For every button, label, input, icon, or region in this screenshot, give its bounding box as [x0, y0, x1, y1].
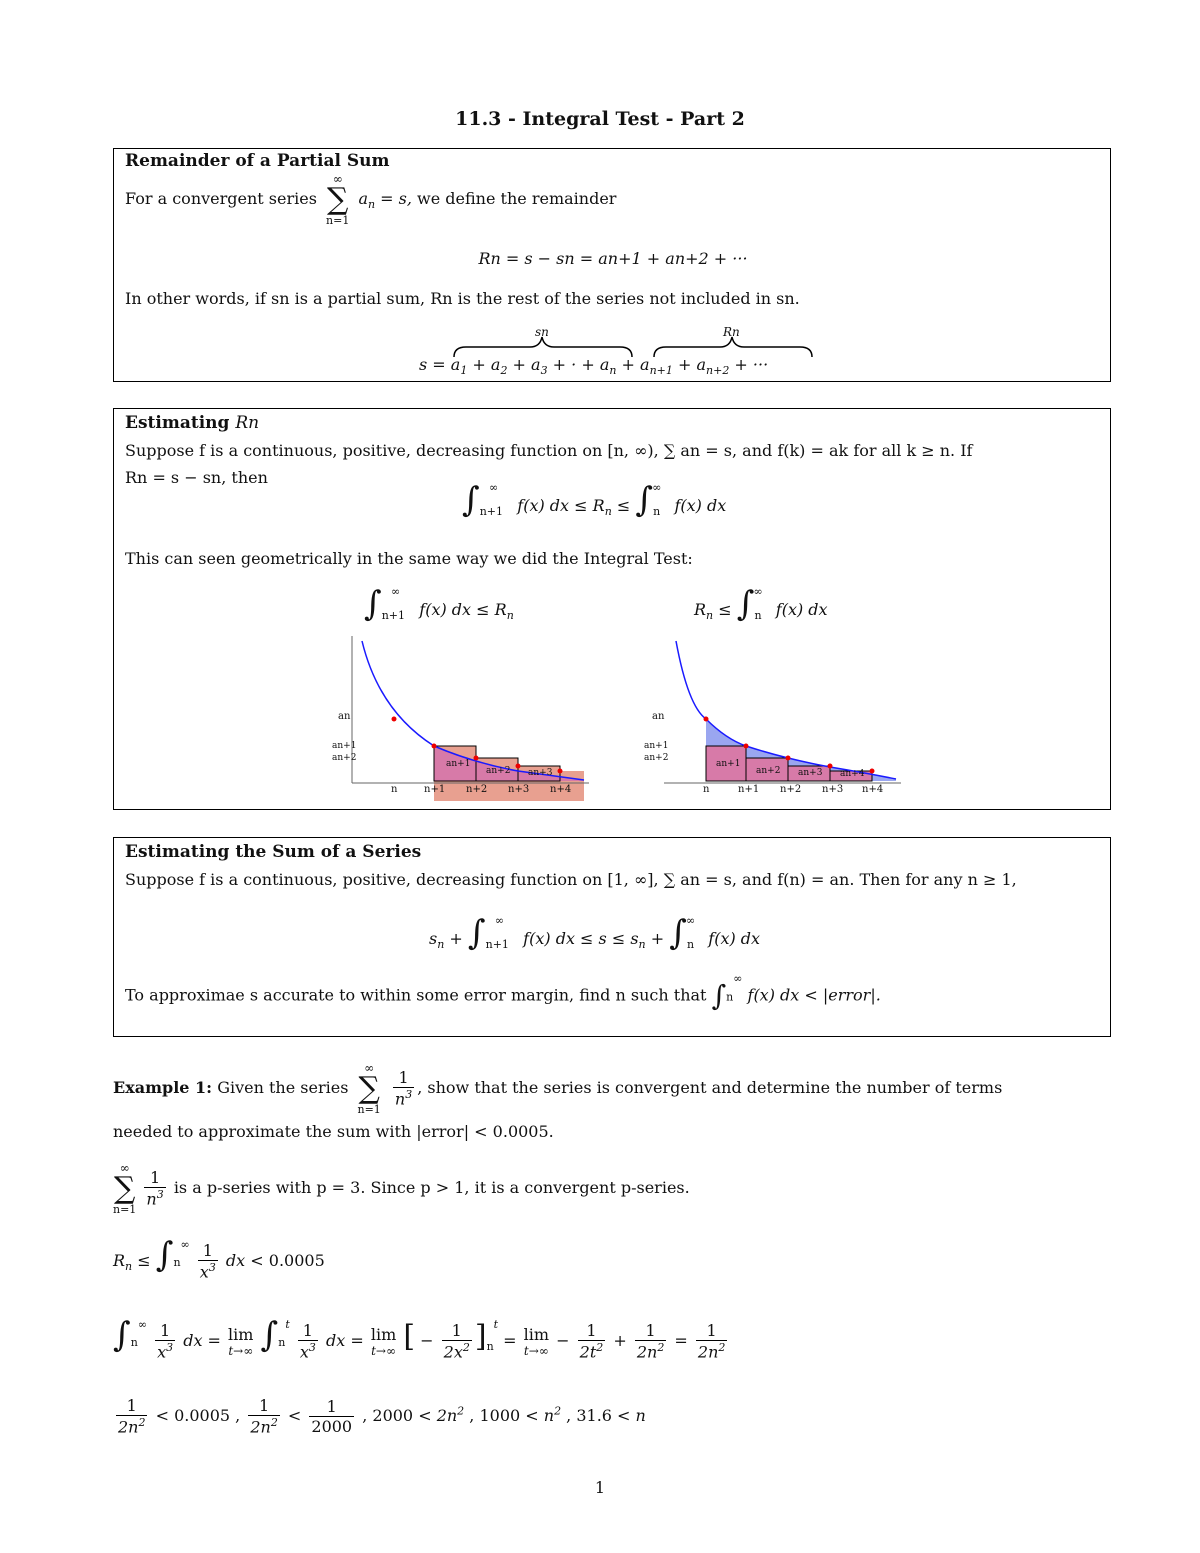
sum-bound-formula: $s_n + \int_{n+1}^\infty$ f(x) dx ≤ $s \le s_n + \int_n^\infty$ f(x) dx: [429, 913, 761, 953]
integral-evaluation: ∫n∞ $\frac{1}{x^3}$ dx = lim t→∞ $\int n^t$ $\frac{1}{x^3}$ dx = lim t→∞ [ − $\frac{1}{2x^2}$ ]$_n^t$ = lim t→∞ − $\frac{1}{2t^2}$ + $\frac{1}{2n^2}$ = $\frac{1}{2n^2}$: [113, 1315, 726, 1362]
brace-left-label: sn: [535, 325, 549, 339]
estimating-rn-heading-text: Estimating: [125, 413, 230, 433]
point-an1: [432, 744, 437, 749]
right-x-label-n2: n+2: [780, 784, 802, 795]
remainder-line1: For a convergent series ∞ ∑ n=1 $a_n = s$, we define the remainder: [125, 172, 617, 227]
right-graph-caption: $R_n \le \int_n^\infty$ f(x) dx: [694, 584, 828, 624]
example-text2: needed to approximate the sum with |error| < 0.0005.: [113, 1122, 554, 1141]
example-label: Example 1:: [113, 1078, 213, 1097]
estimating-sum-box: [113, 837, 1111, 1037]
left-x-label-n2: n+2: [466, 784, 488, 795]
right-x-label-n: n: [703, 784, 710, 795]
remainder-line2: In other words, if sn is a partial sum, Rn is the rest of the series not included in sn.: [125, 289, 800, 308]
right-x-label-n1: n+1: [738, 784, 760, 795]
right-y-label-an2: an+2: [644, 753, 669, 763]
point-an1: [744, 744, 749, 749]
estimating-sum-heading: Estimating the Sum of a Series: [125, 842, 422, 862]
left-x-label-n3: n+3: [508, 784, 530, 795]
example-text1-pre: Given the series: [217, 1078, 349, 1097]
left-x-label-n4: n+4: [550, 784, 572, 795]
rn-bound-formula: $\int_{n+1}^\infty$ f(x) dx ≤ $R_n \le \int_n^\infty$ f(x) dx: [462, 480, 727, 520]
brace-right-label: Rn: [723, 325, 740, 339]
point-an2: [786, 756, 791, 761]
left-bar-label-2: an+2: [486, 766, 511, 776]
estimating-rn-line3: This can seen geometrically in the same way we did the Integral Test:: [125, 549, 693, 568]
left-remainder-graph: [324, 631, 604, 801]
point-an: [704, 717, 709, 722]
remainder-line1-pre: For a convergent series: [125, 189, 317, 208]
page-number: 1: [594, 1478, 606, 1497]
right-bar-label-2: an+2: [756, 766, 781, 776]
left-graph-caption: $\int_{n+1}^\infty$ f(x) dx ≤ $R_n$: [364, 584, 514, 624]
point-an3: [516, 764, 521, 769]
pseries-line: ∞ ∑ n=1 $\frac{1}{n^3}$ is a p-series with p = 3. Since p > 1, it is a convergent p-series.: [113, 1161, 690, 1216]
estimating-rn-heading-var: Rn: [235, 413, 260, 433]
estimating-rn-box: [113, 408, 1111, 810]
estimating-sum-line2-post: f(x) dx < |error|.: [747, 985, 881, 1005]
example-text1-post: show that the series is convergent and determine the number of terms: [427, 1078, 1003, 1097]
brace-expression: $s = a_1 + a_2 + a_3$ + · + $a_n + a_{n+1} + a_{n+2}$ + ···: [419, 355, 769, 378]
point-an2: [474, 756, 479, 761]
brace-left: [454, 337, 632, 357]
right-y-label-an: an: [652, 711, 665, 722]
point-an3: [828, 764, 833, 769]
right-bar-label-1: an+1: [716, 759, 741, 769]
right-bar-label-3: an+3: [798, 768, 823, 778]
estimating-sum-line1: Suppose f is a continuous, positive, decreasing function on [1, ∞], ∑ an = s, and f(n) = an. Then for any n ≥ 1,: [125, 870, 1017, 889]
estimating-sum-line2: To approximae s accurate to within some error margin, find n such that ∫n∞ f(x) dx < |error|.: [125, 972, 881, 1012]
sum-symbol: ∞ ∑ n=1: [326, 172, 350, 227]
estimating-rn-line2: Rn = s − sn, then: [125, 468, 268, 487]
left-y-label-an1: an+1: [332, 741, 357, 751]
brace-right: [654, 337, 812, 357]
example-sum-symbol: ∞ ∑ n=1: [357, 1061, 381, 1116]
point-an: [392, 717, 397, 722]
right-bar-label-4: an+4: [840, 769, 865, 779]
estimating-rn-line1: Suppose f is a continuous, positive, decreasing function on [n, ∞), ∑ an = s, and f(k) = ak for all k ≥ n. If: [125, 441, 973, 460]
right-x-label-n4: n+4: [862, 784, 884, 795]
remainder-line1-post: we define the remainder: [417, 189, 617, 208]
example-intro: Example 1: Given the series ∞ ∑ n=1 $\frac{1}{n^3}$ , show that the series is convergent and determine the number of terms: [113, 1061, 1003, 1116]
estimating-rn-heading: [125, 413, 259, 433]
rn-inequality: $R_n \le \int n^\infty$ $\frac{1}{x^3}$ dx < 0.0005: [113, 1235, 325, 1282]
left-y-label-an: an: [338, 711, 351, 722]
point-an4: [558, 769, 563, 774]
right-y-label-an1: an+1: [644, 741, 669, 751]
remainder-box: [113, 148, 1111, 382]
point-an4: [870, 769, 875, 774]
left-bar-label-3: an+3: [528, 768, 553, 778]
pseries-text: is a p-series with p = 3. Since p > 1, it is a convergent p-series.: [173, 1178, 690, 1197]
pseries-sum-symbol: ∞ ∑ n=1: [113, 1161, 137, 1216]
final-inequality: $\frac{1}{2n^2}$ < 0.0005 , $\frac{1}{2n^2}$ < $\frac{1}{2000}$ , $2000 < 2n^2$ , $1000 < n^2$ , 31.6 < n: [118, 1396, 646, 1437]
remainder-formula: Rn = s − sn = an+1 + an+2 + ···: [478, 249, 748, 268]
page-title: 11.3 - Integral Test - Part 2: [455, 108, 745, 130]
rn-inequality-value: < 0.0005: [250, 1251, 325, 1270]
estimating-sum-line2-pre: To approximae s accurate to within some error margin, find n such that: [125, 985, 707, 1005]
left-bar-label-1: an+1: [446, 759, 471, 769]
left-x-label-n1: n+1: [424, 784, 446, 795]
left-x-label-n: n: [391, 784, 398, 795]
remainder-heading: Remainder of a Partial Sum: [125, 151, 390, 171]
right-x-label-n3: n+3: [822, 784, 844, 795]
left-y-label-an2: an+2: [332, 753, 357, 763]
